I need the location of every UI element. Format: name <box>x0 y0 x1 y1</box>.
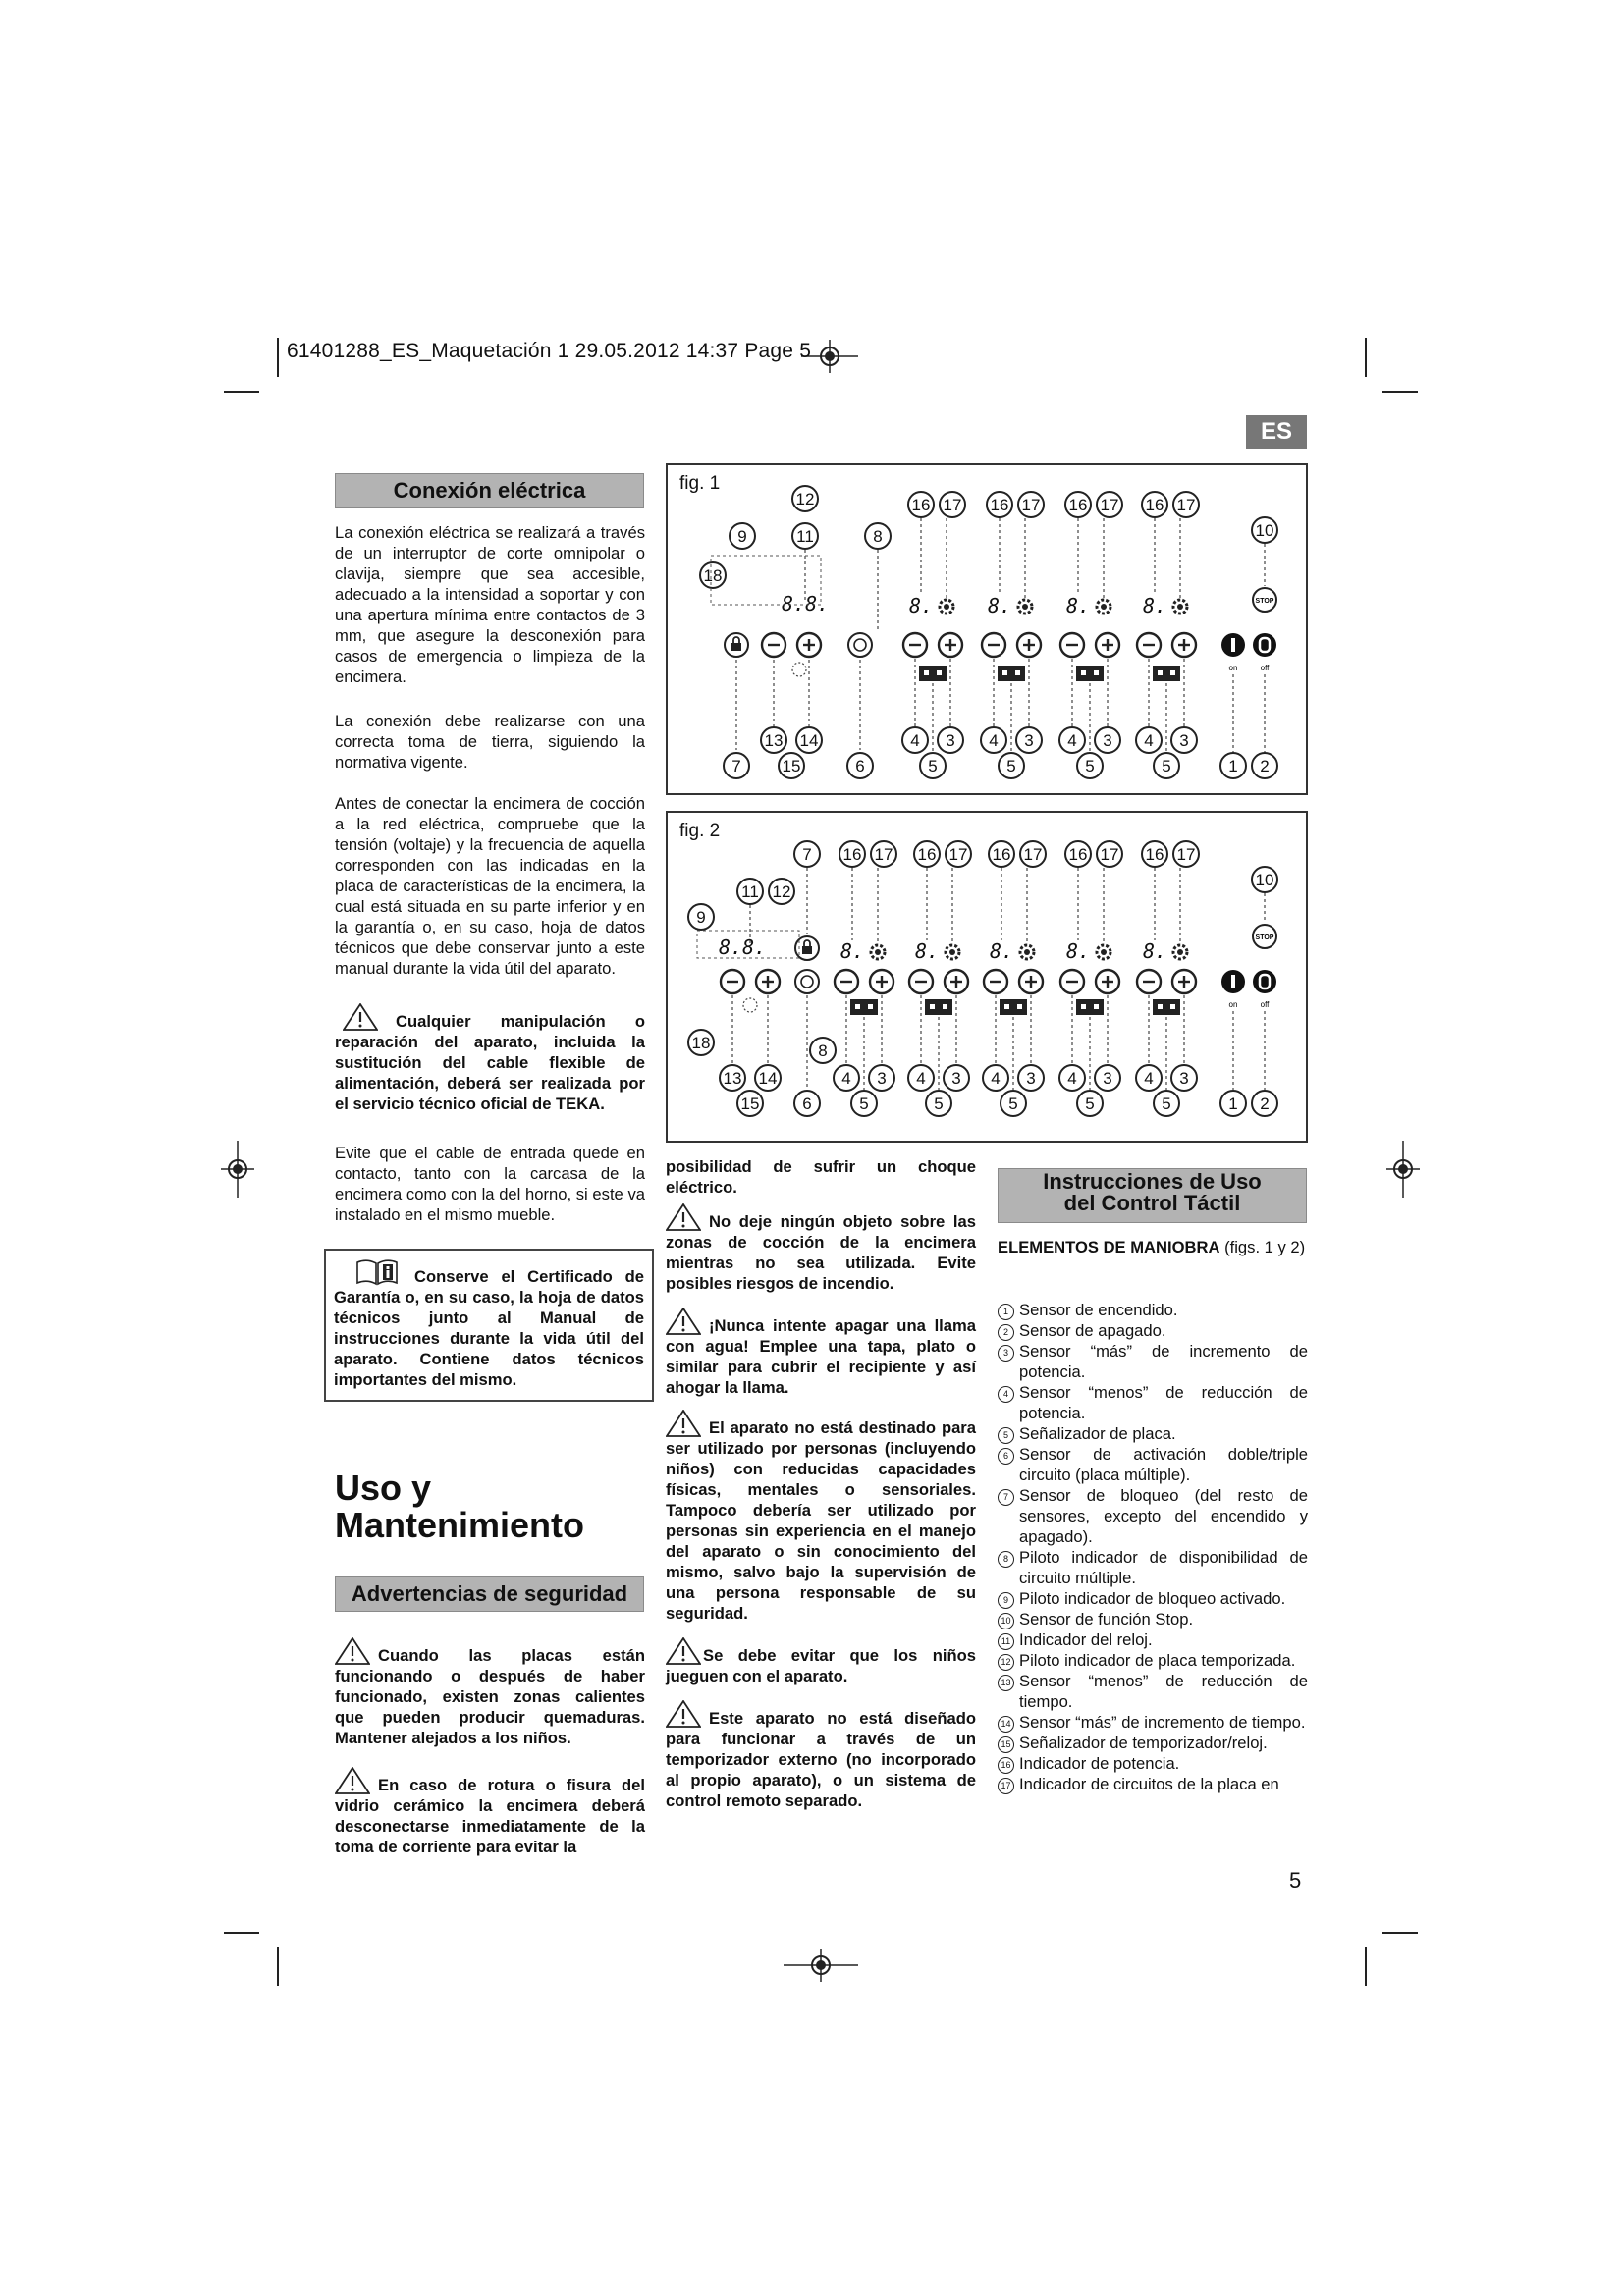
control-panel-diagram <box>668 813 1306 1141</box>
paragraph: posibilidad de sufrir un choque eléctrico. <box>666 1157 976 1197</box>
list-item <box>998 1650 1308 1671</box>
item-text: Sensor “menos” de reducción de potencia. <box>1019 1383 1308 1422</box>
callout-number: 12 <box>795 490 815 508</box>
item-text: Indicador de potencia. <box>1019 1754 1180 1773</box>
page-title-line1: Uso y <box>335 1468 432 1508</box>
warning-icon <box>343 1003 378 1031</box>
item-text: Sensor de función Stop. <box>1019 1610 1194 1629</box>
callout-number: 16 <box>990 496 1009 514</box>
seven-segment-display: 8. <box>840 939 865 963</box>
callout-number: 17 <box>1100 496 1119 514</box>
callout-number: 8 <box>873 527 883 546</box>
list-item <box>998 1547 1308 1588</box>
section-title-advertencias: Advertencias de seguridad <box>335 1576 644 1612</box>
warning-text: ¡Nunca intente apagar una llama con agua! Emplee una tapa, plato o similar para cubrir el recipiente y así ahogar la llama. <box>666 1316 976 1397</box>
callout-number: 7 <box>731 757 741 775</box>
list-item <box>998 1774 1308 1794</box>
registration-mark-icon <box>1386 1141 1420 1198</box>
callout-number: 3 <box>1179 731 1189 750</box>
cooking-zone-indicator-icon <box>998 666 1025 681</box>
cooking-zone-indicator-icon <box>1000 999 1027 1015</box>
callout-number: 7 <box>802 845 812 864</box>
timer-signal-icon <box>743 998 757 1012</box>
warning-text: Cuando las placas están funcionando o después de haber funcionado, existen zonas calientes que pueden producir quemaduras. Mantener alejados a los niños. <box>335 1646 645 1747</box>
callout-number: 16 <box>1145 845 1164 864</box>
warning-paragraph <box>666 1700 976 1811</box>
manual-info-icon <box>355 1258 399 1286</box>
item-number: 13 <box>998 1675 1014 1691</box>
list-item <box>998 1712 1308 1733</box>
control-panel-diagram <box>668 465 1306 793</box>
zone-dot <box>1094 1004 1099 1009</box>
list-item <box>998 1423 1308 1444</box>
cooking-zone-indicator-icon <box>925 999 952 1015</box>
callout-number: 9 <box>696 908 706 927</box>
warning-icon <box>666 1203 701 1231</box>
item-number: 2 <box>998 1324 1014 1341</box>
item-number: 16 <box>998 1757 1014 1774</box>
circuit-ring-center <box>875 949 881 955</box>
callout-number: 11 <box>796 527 814 546</box>
callout-number: 1 <box>1228 757 1238 775</box>
callout-number: 6 <box>855 757 865 775</box>
callout-number: 3 <box>1103 1069 1112 1088</box>
callout-number: 10 <box>1255 871 1274 889</box>
callout-number: 15 <box>740 1095 760 1113</box>
zone-dot <box>943 1004 947 1009</box>
list-item <box>998 1588 1308 1609</box>
elements-heading-label: ELEMENTOS DE MANIOBRA <box>998 1238 1220 1256</box>
seven-segment-display: 8. <box>988 594 1012 617</box>
item-text: Sensor de activación doble/triple circuito (placa múltiple). <box>1019 1445 1308 1484</box>
section-title-line: Instrucciones de Uso <box>1043 1169 1262 1194</box>
page-number: 5 <box>1289 1868 1302 1893</box>
paragraph: Antes de conectar la encimera de cocción a la red eléctrica, compruebe que la tensión (voltaje) y la frecuencia de aquella corresponden con las indicadas en la placa de características de la encimera, la cual está situada en su parte inferior y en la garantía o, en su caso, hoja de datos técnicos que debe conservar junto a este manual durante la vida útil del aparato. <box>335 794 645 978</box>
item-number: 1 <box>998 1304 1014 1320</box>
crop-mark <box>1365 338 1367 377</box>
item-number: 10 <box>998 1613 1014 1629</box>
item-text: Sensor de encendido. <box>1019 1301 1178 1319</box>
list-item <box>998 1320 1308 1341</box>
item-number: 4 <box>998 1386 1014 1403</box>
item-text: Sensor de bloqueo (del resto de sensores, excepto del encendido y apagado). <box>1019 1486 1308 1546</box>
callout-number: 4 <box>1144 731 1154 750</box>
dual-circuit-sensor-icon <box>848 633 872 657</box>
warning-icon <box>666 1410 701 1437</box>
zone-dot <box>1015 670 1020 675</box>
callout-number: 3 <box>1179 1069 1189 1088</box>
callout-number: 14 <box>758 1069 778 1088</box>
info-box <box>324 1249 654 1402</box>
elements-heading <box>998 1237 1308 1257</box>
warning-icon <box>666 1637 701 1665</box>
callout-number: 10 <box>1255 521 1274 540</box>
seven-segment-display: 8. <box>915 939 940 963</box>
callout-number: 8 <box>818 1041 828 1060</box>
callout-number: 17 <box>943 496 962 514</box>
circuit-ring-center <box>1101 949 1107 955</box>
callout-number: 17 <box>874 845 893 864</box>
section-title-conexion: Conexión eléctrica <box>335 473 644 508</box>
warning-paragraph <box>335 1637 645 1748</box>
callout-number: 6 <box>802 1095 812 1113</box>
item-number: 15 <box>998 1736 1014 1753</box>
callout-number: 16 <box>1068 845 1088 864</box>
callout-number: 18 <box>691 1034 711 1052</box>
crop-mark <box>277 338 279 377</box>
on-label: on <box>1228 1000 1238 1009</box>
list-item <box>998 1753 1308 1774</box>
page-title-line2: Mantenimiento <box>335 1505 585 1545</box>
registration-mark-icon <box>221 1141 254 1198</box>
warning-paragraph <box>666 1203 976 1294</box>
circuit-ring-center <box>1024 949 1030 955</box>
callout-number: 4 <box>916 1069 926 1088</box>
list-item <box>998 1444 1308 1485</box>
callout-number: 16 <box>917 845 937 864</box>
item-number: 8 <box>998 1551 1014 1568</box>
cooking-zone-indicator-icon <box>1076 999 1104 1015</box>
paragraph: La conexión debe realizarse con una correcta toma de tierra, siguiendo la normativa vigente. <box>335 712 645 772</box>
warning-icon <box>335 1767 370 1794</box>
callout-number: 3 <box>1026 1069 1036 1088</box>
cooking-zone-indicator-icon <box>1076 666 1104 681</box>
cooking-zone-indicator-icon <box>1153 666 1180 681</box>
callout-number: 4 <box>991 1069 1001 1088</box>
warning-paragraph <box>666 1637 976 1686</box>
crop-mark <box>224 1932 259 1934</box>
callout-number: 16 <box>992 845 1011 864</box>
cooking-zone-indicator-icon <box>919 666 947 681</box>
callout-number: 1 <box>1228 1095 1238 1113</box>
item-number: 5 <box>998 1427 1014 1444</box>
callout-number: 16 <box>1145 496 1164 514</box>
figure-2 <box>666 811 1308 1143</box>
print-slug: 61401288_ES_Maquetación 1 29.05.2012 14:37 Page 5 <box>287 340 812 362</box>
cooking-zone-indicator-icon <box>1153 999 1180 1015</box>
warning-text: En caso de rotura o fisura del vidrio cerámico la encimera deberá desconectarse inmediatamente de la toma de corriente para evitar la <box>335 1776 645 1856</box>
zone-dot <box>1081 1004 1086 1009</box>
warning-text: Este aparato no está diseñado para funcionar a través de un temporizador externo (no incorporado al propio aparato), o un sistema de control remoto separado. <box>666 1709 976 1810</box>
callout-number: 9 <box>737 527 747 546</box>
circuit-ring-center <box>1177 949 1183 955</box>
callout-number: 4 <box>1067 1069 1077 1088</box>
elements-list <box>998 1300 1308 1794</box>
elements-heading-ref: (figs. 1 y 2) <box>1219 1238 1306 1256</box>
figure-1 <box>666 463 1308 795</box>
warning-paragraph <box>335 1767 645 1857</box>
circuit-ring-center <box>944 604 949 610</box>
callout-number: 17 <box>1176 845 1196 864</box>
zone-dot <box>1002 670 1007 675</box>
callout-number: 5 <box>1008 1095 1018 1113</box>
item-text: Piloto indicador de bloqueo activado. <box>1019 1589 1286 1608</box>
callout-number: 4 <box>1067 731 1077 750</box>
callout-number: 13 <box>723 1069 742 1088</box>
callout-number: 17 <box>1023 845 1043 864</box>
zone-dot <box>937 670 942 675</box>
zone-dot <box>1170 670 1175 675</box>
callout-number: 3 <box>946 731 955 750</box>
list-item <box>998 1300 1308 1320</box>
item-number: 11 <box>998 1633 1014 1650</box>
paragraph: La conexión eléctrica se realizará a través de un interruptor de corte omnipolar o clavija, siempre que sea accesible, adecuado a la intensidad a soportar y con una apertura mínima entre contactos de 3 mm, que asegure la desconexión para casos de emergencia o limpieza de la encimera. <box>335 523 645 686</box>
on-label: on <box>1228 664 1238 672</box>
callout-number: 5 <box>1162 1095 1171 1113</box>
zone-dot <box>868 1004 873 1009</box>
list-item <box>998 1341 1308 1382</box>
dual-circuit-sensor-icon <box>795 970 819 993</box>
callout-number: 15 <box>782 757 801 775</box>
section-title-instrucciones <box>998 1168 1307 1223</box>
callout-number: 4 <box>910 731 920 750</box>
circuit-ring-center <box>1022 604 1028 610</box>
callout-number: 17 <box>948 845 968 864</box>
warning-text: Se debe evitar que los niños jueguen con el aparato. <box>666 1646 976 1685</box>
warning-paragraph <box>666 1308 976 1398</box>
zone-dot <box>924 670 929 675</box>
callout-number: 5 <box>1085 757 1095 775</box>
callout-number: 16 <box>911 496 931 514</box>
crop-mark <box>1382 1932 1418 1934</box>
figure-label: fig. 2 <box>679 821 721 841</box>
power-off-icon <box>1253 970 1276 993</box>
callout-number: 17 <box>1100 845 1119 864</box>
seven-segment-display: 8. <box>1066 939 1091 963</box>
seven-segment-display: 8. <box>909 594 934 617</box>
callout-number: 16 <box>842 845 862 864</box>
item-text: Piloto indicador de disponibilidad de circuito múltiple. <box>1019 1548 1308 1587</box>
warning-icon <box>335 1637 370 1665</box>
seven-segment-display: 8. <box>1143 939 1167 963</box>
callout-number: 5 <box>1162 757 1171 775</box>
zone-dot <box>930 1004 935 1009</box>
item-text: Indicador de circuitos de la placa en <box>1019 1775 1279 1793</box>
item-text: Piloto indicador de placa temporizada. <box>1019 1651 1296 1670</box>
seven-segment-display: 8.8. <box>782 592 830 615</box>
callout-number: 2 <box>1260 1095 1270 1113</box>
callout-number: 17 <box>1176 496 1196 514</box>
circuit-ring-center <box>1101 604 1107 610</box>
item-number: 3 <box>998 1345 1014 1362</box>
warning-text: El aparato no está destinado para ser utilizado por personas (incluyendo niños) con reducidas capacidades físicas, mentales o sensoriales. Tampoco debería ser utilizado por personas sin experiencia en el manejo del aparato o sin conocimiento del mismo, salvo bajo la supervisión de una persona responsable de su seguridad. <box>666 1418 976 1623</box>
off-label: off <box>1260 1000 1270 1009</box>
crop-mark <box>1382 391 1418 393</box>
circuit-ring-center <box>1177 604 1183 610</box>
circuit-ring-center <box>949 949 955 955</box>
list-item <box>998 1733 1308 1753</box>
paragraph: Evite que el cable de entrada quede en contacto, tanto con la carcasa de la encimera como con la del horno, si este va instalado en el mismo mueble. <box>335 1144 645 1224</box>
item-number: 9 <box>998 1592 1014 1609</box>
item-text: Sensor “menos” de reducción de tiempo. <box>1019 1672 1308 1711</box>
callout-number: 13 <box>764 731 784 750</box>
figure-label: fig. 1 <box>679 473 721 494</box>
zone-dot <box>1158 670 1163 675</box>
lock-body <box>802 946 812 954</box>
item-number: 7 <box>998 1489 1014 1506</box>
callout-number: 16 <box>1068 496 1088 514</box>
callout-number: 14 <box>799 731 819 750</box>
callout-number: 4 <box>1144 1069 1154 1088</box>
callout-number: 4 <box>841 1069 851 1088</box>
callout-number: 2 <box>1260 757 1270 775</box>
power-on-bar <box>1231 638 1235 652</box>
warning-paragraph <box>666 1410 976 1624</box>
item-text: Sensor “más” de incremento de tiempo. <box>1019 1713 1306 1732</box>
info-text: Conserve el Certificado de Garantía o, en su caso, la hoja de datos técnicos junto al Manual de instrucciones durante la vida útil del aparato. Contiene datos técnicos importantes del mismo. <box>334 1267 644 1389</box>
callout-number: 3 <box>1103 731 1112 750</box>
registration-mark-icon <box>784 1949 858 1982</box>
list-item <box>998 1671 1308 1712</box>
callout-number: 5 <box>934 1095 944 1113</box>
zone-dot <box>1094 670 1099 675</box>
stop-label: STOP <box>1255 934 1274 941</box>
callout-number: 3 <box>951 1069 961 1088</box>
item-number: 12 <box>998 1654 1014 1671</box>
item-text: Sensor de apagado. <box>1019 1321 1166 1340</box>
power-on-bar <box>1231 975 1235 988</box>
crop-mark <box>1365 1947 1367 1986</box>
callout-number: 3 <box>877 1069 887 1088</box>
zone-dot <box>1081 670 1086 675</box>
warning-text: No deje ningún objeto sobre las zonas de cocción de la encimera mientras no sea utilizada. Evite posibles riesgos de incendio. <box>666 1212 976 1293</box>
callout-number: 12 <box>772 882 791 901</box>
item-text: Señalizador de placa. <box>1019 1424 1176 1443</box>
stop-label: STOP <box>1255 598 1274 605</box>
off-label: off <box>1260 664 1270 672</box>
power-off-icon <box>1253 633 1276 657</box>
callout-number: 17 <box>1021 496 1041 514</box>
seven-segment-display: 8. <box>1066 594 1091 617</box>
warning-icon <box>666 1308 701 1335</box>
callout-number: 5 <box>1085 1095 1095 1113</box>
list-item <box>998 1485 1308 1547</box>
zone-dot <box>1158 1004 1163 1009</box>
callout-number: 11 <box>741 882 759 901</box>
zone-dot <box>1004 1004 1009 1009</box>
section-title-line: del Control Táctil <box>1063 1191 1241 1215</box>
item-number: 14 <box>998 1716 1014 1733</box>
warning-icon <box>666 1700 701 1728</box>
callout-number: 4 <box>989 731 999 750</box>
crop-mark <box>224 391 259 393</box>
callout-number: 3 <box>1024 731 1034 750</box>
callout-number: 5 <box>1006 757 1016 775</box>
cooking-zone-indicator-icon <box>850 999 878 1015</box>
callout-number: 5 <box>859 1095 869 1113</box>
list-item <box>998 1629 1308 1650</box>
timer-signal-icon <box>792 663 806 676</box>
item-number: 17 <box>998 1778 1014 1794</box>
item-text: Indicador del reloj. <box>1019 1630 1153 1649</box>
seven-segment-display: 8. <box>1143 594 1167 617</box>
zone-dot <box>1017 1004 1022 1009</box>
item-number: 6 <box>998 1448 1014 1465</box>
list-item <box>998 1609 1308 1629</box>
lock-body <box>731 643 741 651</box>
warning-text: Cualquier manipulación o reparación del aparato, incluida la sustitución del cable flexible de alimentación, deberá ser realizada por el servicio técnico oficial de TEKA. <box>335 1012 645 1113</box>
language-badge: ES <box>1246 415 1307 449</box>
crop-mark <box>277 1947 279 1986</box>
warning-paragraph <box>335 1003 645 1114</box>
callout-number: 5 <box>928 757 938 775</box>
item-text: Señalizador de temporizador/reloj. <box>1019 1734 1268 1752</box>
item-text: Sensor “más” de incremento de potencia. <box>1019 1342 1308 1381</box>
zone-dot <box>855 1004 860 1009</box>
callout-number: 18 <box>703 566 723 585</box>
seven-segment-display: 8. <box>990 939 1014 963</box>
zone-dot <box>1170 1004 1175 1009</box>
list-item <box>998 1382 1308 1423</box>
seven-segment-display: 8.8. <box>719 935 767 959</box>
